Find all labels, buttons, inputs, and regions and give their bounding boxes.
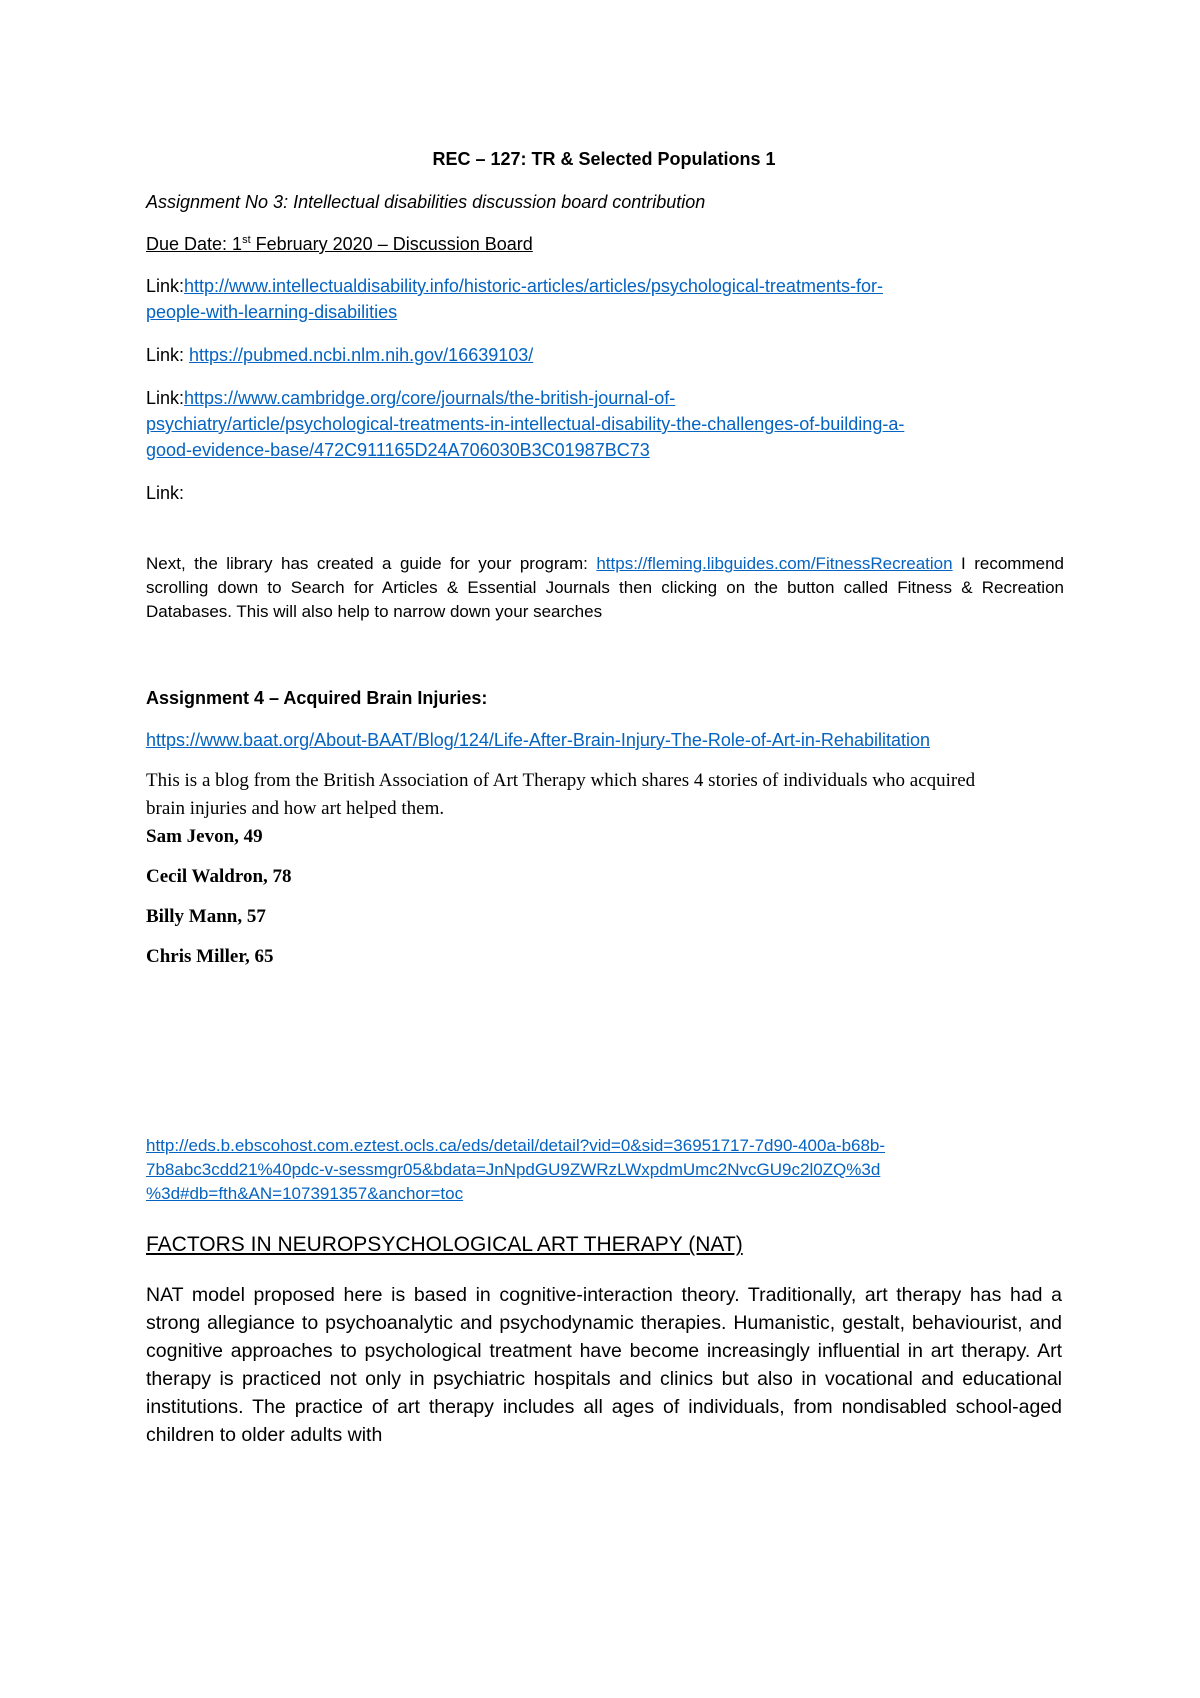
link-1-paragraph	[146, 273, 1062, 325]
person-2: Cecil Waldron, 78	[146, 866, 292, 887]
ebsco-link[interactable]	[146, 1136, 885, 1203]
link-3-paragraph	[146, 385, 1062, 463]
assignment-4-link-paragraph	[146, 727, 1062, 753]
link-3-url[interactable]	[146, 388, 904, 460]
library-paragraph	[146, 552, 1064, 624]
link-3-url-line-3[interactable]: good-evidence-base/472C911165D24A706030B3C01987BC73	[146, 440, 650, 460]
library-text-after: I recommend scrolling down to Search for Articles & Essential Journals then clicking on the button called Fitness & Recreation Databases. This will also help to narrow down your searches	[146, 554, 1064, 621]
link-2-paragraph	[146, 342, 1062, 368]
link-1-label: Link:	[146, 276, 185, 296]
due-date-prefix: Due Date: 1	[146, 234, 243, 254]
library-guide-link[interactable]: https://fleming.libguides.com/FitnessRecreation	[596, 554, 953, 573]
ebsco-link-line-2[interactable]: 7b8abc3cdd21%40pdc-v-sessmgr05&bdata=JnNpdGU9ZWRzLWxpdmUmc2NvcGU9c2l0ZQ%3d	[146, 1160, 881, 1179]
baat-blog-link[interactable]: https://www.baat.org/About-BAAT/Blog/124/Life-After-Brain-Injury-The-Role-of-Art-in-Rehabilitation	[146, 730, 931, 750]
person-1: Sam Jevon, 49	[146, 826, 263, 847]
assignment-4-heading: Assignment 4 – Acquired Brain Injuries:	[146, 688, 488, 708]
link-2-url[interactable]: https://pubmed.ncbi.nlm.nih.gov/16639103/	[189, 345, 534, 365]
ebsco-link-line-1[interactable]: http://eds.b.ebscohost.com.eztest.ocls.ca/eds/detail/detail?vid=0&sid=36951717-7d90-400a-b68b-	[146, 1136, 886, 1155]
due-date-line	[146, 231, 1062, 257]
nat-paragraph: NAT model proposed here is based in cognitive-interaction theory. Traditionally, art therapy has had a strong allegiance to psychoanalytic and psychodynamic therapies. Humanistic, gestalt, behaviourist, and cognitive approaches to psychological treatment have become increasingly influential in art therapy. Art therapy is practiced not only in psychiatric hospitals and clinics but also in vocational and educational institutions. The practice of art therapy includes all ages of individuals, from nondisabled school-aged children to older adults with	[146, 1284, 1062, 1446]
link-1-url-line-2[interactable]: people-with-learning-disabilities	[146, 302, 398, 322]
assignment-3-line: Assignment No 3: Intellectual disabilities discussion board contribution	[146, 192, 706, 212]
link-1-url[interactable]	[146, 276, 883, 322]
link-3-url-line-2[interactable]: psychiatry/article/psychological-treatments-in-intellectual-disability-the-challenges-of-building-a-	[146, 414, 905, 434]
person-3: Billy Mann, 57	[146, 906, 266, 927]
due-date-suffix: February 2020 – Discussion Board	[250, 234, 533, 254]
link-2-label: Link:	[146, 345, 190, 365]
due-date-ordinal: st	[242, 234, 251, 246]
blog-description: This is a blog from the British Association of Art Therapy which shares 4 stories of individuals who acquired brain injuries and how art helped them.	[146, 770, 976, 819]
link-1-url-line-1[interactable]: http://www.intellectualdisability.info/historic-articles/articles/psychological-treatments-for-	[184, 276, 883, 296]
nat-heading: FACTORS IN NEUROPSYCHOLOGICAL ART THERAPY (NAT)	[146, 1233, 743, 1256]
ebsco-link-line-3[interactable]: %3d#db=fth&AN=107391357&anchor=toc	[146, 1184, 464, 1203]
link-3-label: Link:	[146, 388, 185, 408]
person-4: Chris Miller, 65	[146, 946, 274, 967]
library-text-before: Next, the library has created a guide for your program:	[146, 554, 597, 573]
link-4-label: Link:	[146, 483, 185, 503]
link-3-url-line-1[interactable]: https://www.cambridge.org/core/journals/the-british-journal-of-	[184, 388, 676, 408]
document-title: REC – 127: TR & Selected Populations 1	[432, 149, 776, 169]
ebsco-link-paragraph	[146, 1134, 1062, 1206]
